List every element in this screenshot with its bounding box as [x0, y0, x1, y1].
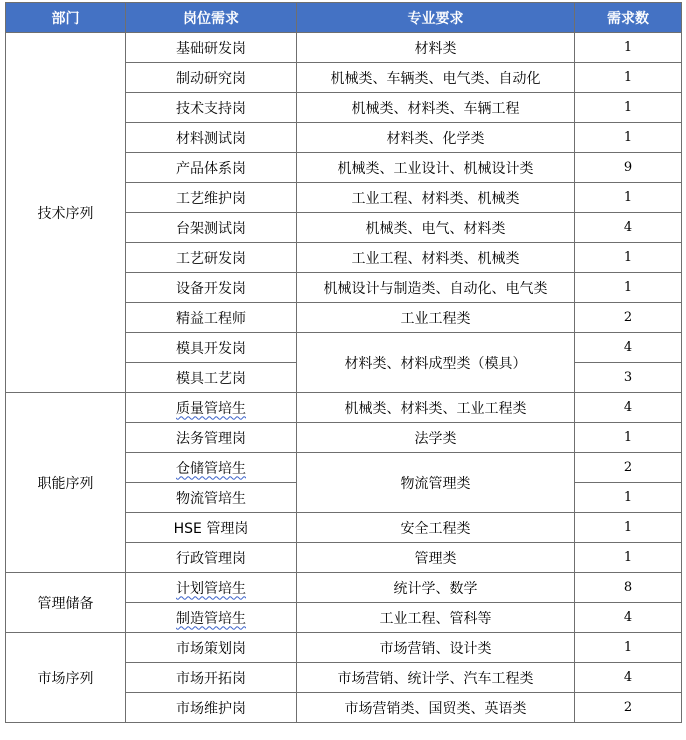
department-cell: 职能序列 — [6, 393, 126, 573]
count-cell: 2 — [575, 303, 682, 333]
position-cell: 物流管培生 — [126, 483, 297, 513]
position-cell — [126, 573, 297, 603]
position-cell: 市场维护岗 — [126, 693, 297, 723]
position-cell: HSE 管理岗 — [126, 513, 297, 543]
major-cell: 安全工程类 — [297, 513, 575, 543]
major-cell: 工业工程、管科等 — [297, 603, 575, 633]
count-cell: 2 — [575, 693, 682, 723]
count-cell: 1 — [575, 273, 682, 303]
table-row — [6, 33, 682, 63]
count-cell: 1 — [575, 123, 682, 153]
position-cell: 精益工程师 — [126, 303, 297, 333]
count-cell: 4 — [575, 393, 682, 423]
count-cell: 3 — [575, 363, 682, 393]
major-cell: 机械设计与制造类、自动化、电气类 — [297, 273, 575, 303]
count-cell: 4 — [575, 213, 682, 243]
position-cell: 市场策划岗 — [126, 633, 297, 663]
major-cell: 机械类、工业设计、机械设计类 — [297, 153, 575, 183]
count-cell: 8 — [575, 573, 682, 603]
count-cell: 1 — [575, 513, 682, 543]
major-cell: 法学类 — [297, 423, 575, 453]
major-cell: 管理类 — [297, 543, 575, 573]
position-cell: 材料测试岗 — [126, 123, 297, 153]
position-cell: 模具开发岗 — [126, 333, 297, 363]
major-cell: 统计学、数学 — [297, 573, 575, 603]
header-major: 专业要求 — [297, 3, 575, 33]
department-cell: 市场序列 — [6, 633, 126, 723]
position-cell — [126, 453, 297, 483]
position-cell: 工艺维护岗 — [126, 183, 297, 213]
count-cell: 1 — [575, 93, 682, 123]
count-cell: 1 — [575, 633, 682, 663]
position-cell: 行政管理岗 — [126, 543, 297, 573]
position-cell: 法务管理岗 — [126, 423, 297, 453]
major-cell: 工业工程类 — [297, 303, 575, 333]
header-department: 部门 — [6, 3, 126, 33]
count-cell: 1 — [575, 243, 682, 273]
count-cell: 4 — [575, 603, 682, 633]
count-cell: 1 — [575, 183, 682, 213]
position-cell: 基础研发岗 — [126, 33, 297, 63]
major-cell: 材料类、化学类 — [297, 123, 575, 153]
count-cell: 1 — [575, 543, 682, 573]
major-cell: 机械类、电气、材料类 — [297, 213, 575, 243]
position-cell: 工艺研发岗 — [126, 243, 297, 273]
count-cell: 1 — [575, 33, 682, 63]
major-cell: 市场营销、统计学、汽车工程类 — [297, 663, 575, 693]
major-cell: 机械类、材料类、工业工程类 — [297, 393, 575, 423]
position-cell: 技术支持岗 — [126, 93, 297, 123]
major-cell: 物流管理类 — [297, 453, 575, 513]
department-cell: 技术序列 — [6, 33, 126, 393]
position-cell: 市场开拓岗 — [126, 663, 297, 693]
header-row — [6, 3, 682, 33]
department-cell: 管理储备 — [6, 573, 126, 633]
position-cell: 制动研究岗 — [126, 63, 297, 93]
major-cell: 市场营销类、国贸类、英语类 — [297, 693, 575, 723]
table-row — [6, 633, 682, 663]
major-cell: 工业工程、材料类、机械类 — [297, 243, 575, 273]
recruitment-table — [5, 2, 682, 723]
position-label: 质量管培生 — [176, 400, 246, 417]
count-cell: 9 — [575, 153, 682, 183]
header-position: 岗位需求 — [126, 3, 297, 33]
count-cell: 1 — [575, 423, 682, 453]
position-cell: 台架测试岗 — [126, 213, 297, 243]
major-cell: 机械类、车辆类、电气类、自动化 — [297, 63, 575, 93]
position-cell — [126, 393, 297, 423]
table-row — [6, 393, 682, 423]
position-cell: 设备开发岗 — [126, 273, 297, 303]
count-cell: 1 — [575, 483, 682, 513]
major-cell: 工业工程、材料类、机械类 — [297, 183, 575, 213]
position-cell — [126, 603, 297, 633]
count-cell: 4 — [575, 663, 682, 693]
position-label: 计划管培生 — [176, 580, 246, 597]
position-cell: 模具工艺岗 — [126, 363, 297, 393]
table-row — [6, 573, 682, 603]
major-cell: 材料类 — [297, 33, 575, 63]
count-cell: 1 — [575, 63, 682, 93]
major-cell: 市场营销、设计类 — [297, 633, 575, 663]
position-label: 制造管培生 — [176, 610, 246, 627]
position-label: 仓储管培生 — [176, 460, 246, 477]
major-cell: 材料类、材料成型类（模具） — [297, 333, 575, 393]
count-cell: 2 — [575, 453, 682, 483]
major-cell: 机械类、材料类、车辆工程 — [297, 93, 575, 123]
header-count: 需求数 — [575, 3, 682, 33]
position-cell: 产品体系岗 — [126, 153, 297, 183]
count-cell: 4 — [575, 333, 682, 363]
